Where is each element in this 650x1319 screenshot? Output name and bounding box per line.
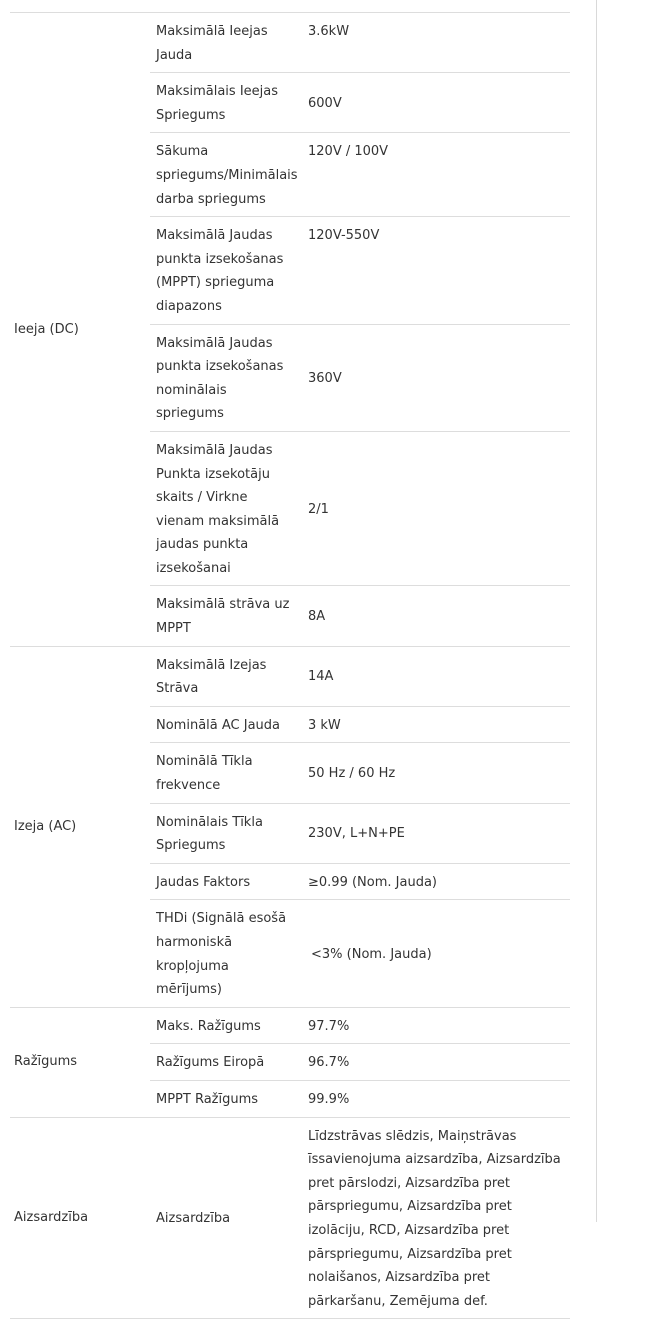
param-cell: Sākuma spriegums/Minimālais darba spriegums (150, 133, 302, 217)
param-cell: Ražīgums Eiropā (150, 1044, 302, 1081)
param-cell: Nominālā AC Jauda (150, 706, 302, 743)
value-cell: 50 Hz / 60 Hz (302, 743, 570, 803)
value-cell: 3 kW (302, 706, 570, 743)
group-label-efficiency: Ražīgums (10, 1007, 150, 1117)
group-label-output-ac: Izeja (AC) (10, 646, 150, 1007)
param-cell: Maksimālais Ieejas Spriegums (150, 73, 302, 133)
param-cell: THDi (Signālā esošā harmoniskā kropļojuma mērījums) (150, 900, 302, 1007)
value-cell: Līdzstrāvas slēdzis, Maiņstrāvas īssavienojuma aizsardzība, Aizsardzība pret pārslodzi, Aizsardzība pret pārspriegumu, Aizsardzība pret izolāciju, RCD, Aizsardzība pret pārspriegumu, Aizsardzība pret nolaišanos, Aizsardzība pret pārkaršanu, Zemējuma def. (302, 1117, 570, 1319)
value-cell: 96.7% (302, 1044, 570, 1081)
value-cell: 14A (302, 646, 570, 706)
param-cell: Aizsardzība (150, 1117, 302, 1319)
value-cell: 2/1 (302, 431, 570, 586)
value-cell: 120V-550V (302, 217, 570, 324)
param-cell: Maksimālā Jaudas punkta izsekošanas nominālais spriegums (150, 324, 302, 431)
param-cell: Maks. Ražīgums (150, 1007, 302, 1044)
value-cell: 230V, L+N+PE (302, 803, 570, 863)
value-cell: 3.6kW (302, 13, 570, 73)
value-cell: <3% (Nom. Jauda) (302, 900, 570, 1007)
param-cell: Maksimālā Jaudas Punkta izsekotāju skaits / Virkne vienam maksimālā jaudas punkta izsekošanai (150, 431, 302, 586)
param-cell: Nominālais Tīkla Spriegums (150, 803, 302, 863)
value-cell: 120V / 100V (302, 133, 570, 217)
value-cell: 99.9% (302, 1080, 570, 1117)
param-cell: Nominālā Tīkla frekvence (150, 743, 302, 803)
table-row (10, 646, 570, 706)
param-cell: Maksimālā Jaudas punkta izsekošanas (MPPT) sprieguma diapazons (150, 217, 302, 324)
table-row (10, 1007, 570, 1044)
param-cell: Maksimālā Ieejas Jauda (150, 13, 302, 73)
value-cell: ≥0.99 (Nom. Jauda) (302, 863, 570, 900)
specification-table (10, 12, 570, 1319)
table-row (10, 1117, 570, 1319)
value-cell: 600V (302, 73, 570, 133)
param-cell: Maksimālā Izejas Strāva (150, 646, 302, 706)
table-row (10, 13, 570, 73)
param-cell: Jaudas Faktors (150, 863, 302, 900)
param-cell: Maksimālā strāva uz MPPT (150, 586, 302, 646)
value-cell: 97.7% (302, 1007, 570, 1044)
group-label-input-dc: Ieeja (DC) (10, 13, 150, 647)
value-cell: 360V (302, 324, 570, 431)
param-cell: MPPT Ražīgums (150, 1080, 302, 1117)
group-label-protection: Aizsardzība (10, 1117, 150, 1319)
scrollbar-track[interactable] (596, 0, 597, 1222)
value-cell: 8A (302, 586, 570, 646)
